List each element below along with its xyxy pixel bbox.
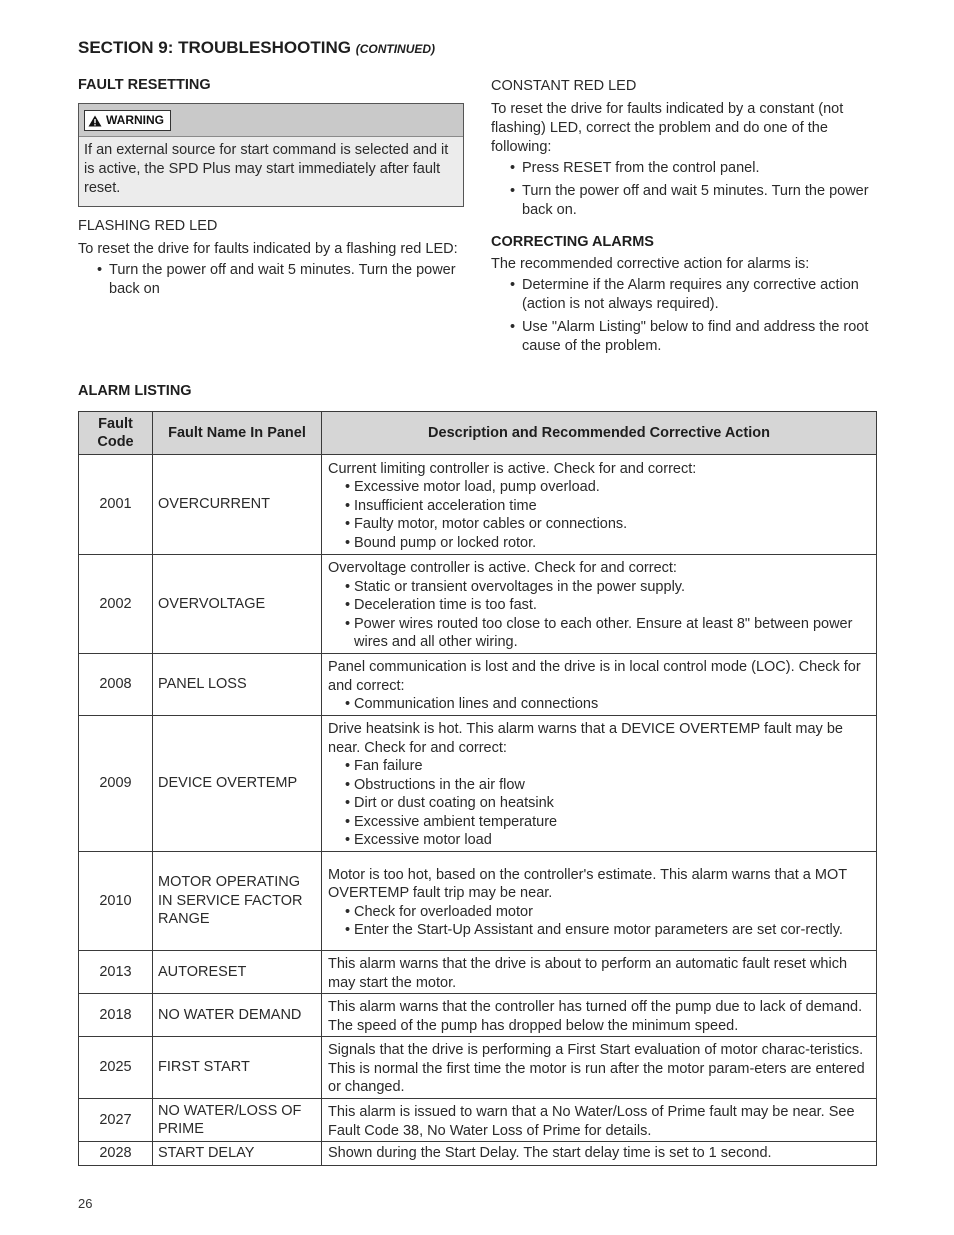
warning-badge xyxy=(84,110,171,131)
constant-heading: CONSTANT RED LED xyxy=(491,78,637,94)
flashing-text: To reset the drive for faults indicated by a flashing red LED: xyxy=(78,241,458,257)
description-bullets xyxy=(328,695,870,714)
table-row xyxy=(79,951,877,994)
list-item: • Turn the power off and wait 5 minutes. Turn the power back on. xyxy=(491,182,881,220)
list-item: • Power wires routed too close to each other. Ensure at least 8" between power wires and all other wiring. xyxy=(328,615,870,652)
description-text: Panel communication is lost and the drive is in local control mode (LOC). Check for and correct: xyxy=(328,659,861,694)
description-text: Overvoltage controller is active. Check for and correct: xyxy=(328,560,677,577)
list-item: • Turn the power off and wait 5 minutes. Turn the power back on xyxy=(78,261,464,299)
fault-name: FIRST START xyxy=(153,1037,322,1099)
fault-description xyxy=(322,555,877,654)
description-text: Shown during the Start Delay. The start delay time is set to 1 second. xyxy=(328,1145,772,1162)
right-column xyxy=(491,77,881,360)
fault-name: START DELAY xyxy=(153,1142,322,1166)
correcting-alarms-bullets xyxy=(491,276,881,356)
table-row xyxy=(79,1142,877,1166)
fault-description xyxy=(322,654,877,716)
table-row xyxy=(79,1099,877,1142)
list-item: • Excessive motor load xyxy=(328,831,870,850)
fault-description xyxy=(322,951,877,994)
fault-name: PANEL LOSS xyxy=(153,654,322,716)
description-text: Current limiting controller is active. Check for and correct: xyxy=(328,460,697,477)
fault-code: 2025 xyxy=(79,1037,153,1099)
fault-name: MOTOR OPERATING IN SERVICE FACTOR RANGE xyxy=(153,852,322,951)
fault-description xyxy=(322,852,877,951)
fault-name: NO WATER/LOSS OF PRIME xyxy=(153,1099,322,1142)
description-text: This alarm warns that the drive is about to perform an automatic fault reset which may start the motor. xyxy=(328,956,848,991)
continued-label: (CONTINUED) xyxy=(355,42,436,56)
fault-name: OVERVOLTAGE xyxy=(153,555,322,654)
constant-text: To reset the drive for faults indicated by a constant (not flashing) LED, correct the problem and do one of the following: xyxy=(491,101,844,155)
list-item: • Obstructions in the air flow xyxy=(328,776,870,795)
table-row xyxy=(79,716,877,852)
fault-resetting-column xyxy=(78,77,464,303)
table-row xyxy=(79,455,877,555)
fault-description xyxy=(322,1142,877,1166)
fault-code: 2008 xyxy=(79,654,153,716)
list-item: • Check for overloaded motor xyxy=(328,903,870,922)
column-header-description: Description and Recommended Corrective Action xyxy=(322,412,877,455)
alarm-table xyxy=(78,411,877,1166)
list-item: • Faulty motor, motor cables or connections. xyxy=(328,515,870,534)
description-bullets xyxy=(328,757,870,850)
warning-label: WARNING xyxy=(106,113,164,127)
constant-bullets xyxy=(491,159,881,220)
list-item: • Fan failure xyxy=(328,757,870,776)
section-title xyxy=(78,38,435,58)
fault-code: 2013 xyxy=(79,951,153,994)
list-item: • Insufficient acceleration time xyxy=(328,497,870,516)
list-item: • Dirt or dust coating on heatsink xyxy=(328,794,870,813)
fault-code: 2028 xyxy=(79,1142,153,1166)
table-row xyxy=(79,1037,877,1099)
description-text: Drive heatsink is hot. This alarm warns that a DEVICE OVERTEMP fault may be near. Check for and correct: xyxy=(328,721,843,756)
fault-description xyxy=(322,716,877,852)
description-bullets xyxy=(328,903,870,940)
page-number: 26 xyxy=(78,1196,93,1211)
table-row xyxy=(79,852,877,951)
fault-description xyxy=(322,455,877,555)
correcting-alarms-text: The recommended corrective action for alarms is: xyxy=(491,256,810,272)
description-text: This alarm is issued to warn that a No Water/Loss of Prime fault may be near. See Fault Code 38, No Water Loss of Prime for details. xyxy=(328,1104,855,1139)
description-bullets xyxy=(328,578,870,652)
list-item: • Use "Alarm Listing" below to find and address the root cause of the problem. xyxy=(491,318,881,356)
fault-code: 2010 xyxy=(79,852,153,951)
fault-code: 2001 xyxy=(79,455,153,555)
list-item: • Communication lines and connections xyxy=(328,695,870,714)
fault-description xyxy=(322,994,877,1037)
list-item: • Enter the Start-Up Assistant and ensure motor parameters are set cor-rectly. xyxy=(328,921,870,940)
table-header-row xyxy=(79,412,877,455)
fault-name: OVERCURRENT xyxy=(153,455,322,555)
warning-header xyxy=(79,104,463,137)
list-item: • Deceleration time is too fast. xyxy=(328,596,870,615)
fault-code: 2002 xyxy=(79,555,153,654)
warning-triangle-icon xyxy=(88,115,102,127)
correcting-alarms-heading: CORRECTING ALARMS xyxy=(491,234,654,250)
flashing-bullets xyxy=(78,261,464,299)
warning-box xyxy=(78,103,464,207)
fault-name: DEVICE OVERTEMP xyxy=(153,716,322,852)
list-item: • Excessive motor load, pump overload. xyxy=(328,478,870,497)
section-title-text: SECTION 9: TROUBLESHOOTING xyxy=(78,38,351,57)
fault-code: 2018 xyxy=(79,994,153,1037)
description-text: Motor is too hot, based on the controller's estimate. This alarm warns that a MOT OVERTEMP fault trip may be near. xyxy=(328,866,847,901)
column-header-code: Fault Code xyxy=(79,412,153,455)
fault-name: AUTORESET xyxy=(153,951,322,994)
list-item: • Static or transient overvoltages in the power supply. xyxy=(328,578,870,597)
list-item: • Determine if the Alarm requires any corrective action (action is not always required). xyxy=(491,276,881,314)
flashing-heading: FLASHING RED LED xyxy=(78,218,218,234)
alarm-table-body xyxy=(79,455,877,1166)
fault-description xyxy=(322,1037,877,1099)
description-text: Signals that the drive is performing a First Start evaluation of motor charac-teristics. This is normal the first time the motor is run after the motor param-eters are entered or changed. xyxy=(328,1042,865,1096)
table-row xyxy=(79,555,877,654)
description-text: This alarm warns that the controller has turned off the pump due to lack of demand. The speed of the pump has dropped below the minimum speed. xyxy=(328,999,863,1034)
list-item: • Press RESET from the control panel. xyxy=(491,159,881,178)
fault-code: 2027 xyxy=(79,1099,153,1142)
list-item: • Bound pump or locked rotor. xyxy=(328,534,870,553)
fault-resetting-heading: FAULT RESETTING xyxy=(78,77,211,93)
table-row xyxy=(79,654,877,716)
column-header-name: Fault Name In Panel xyxy=(153,412,322,455)
warning-text: If an external source for start command is selected and it is active, the SPD Plus may start immediately after fault reset. xyxy=(84,142,449,196)
description-bullets xyxy=(328,478,870,552)
alarm-listing-heading: ALARM LISTING xyxy=(78,383,192,399)
table-row xyxy=(79,994,877,1037)
fault-code: 2009 xyxy=(79,716,153,852)
list-item: • Excessive ambient temperature xyxy=(328,813,870,832)
fault-description xyxy=(322,1099,877,1142)
fault-name: NO WATER DEMAND xyxy=(153,994,322,1037)
